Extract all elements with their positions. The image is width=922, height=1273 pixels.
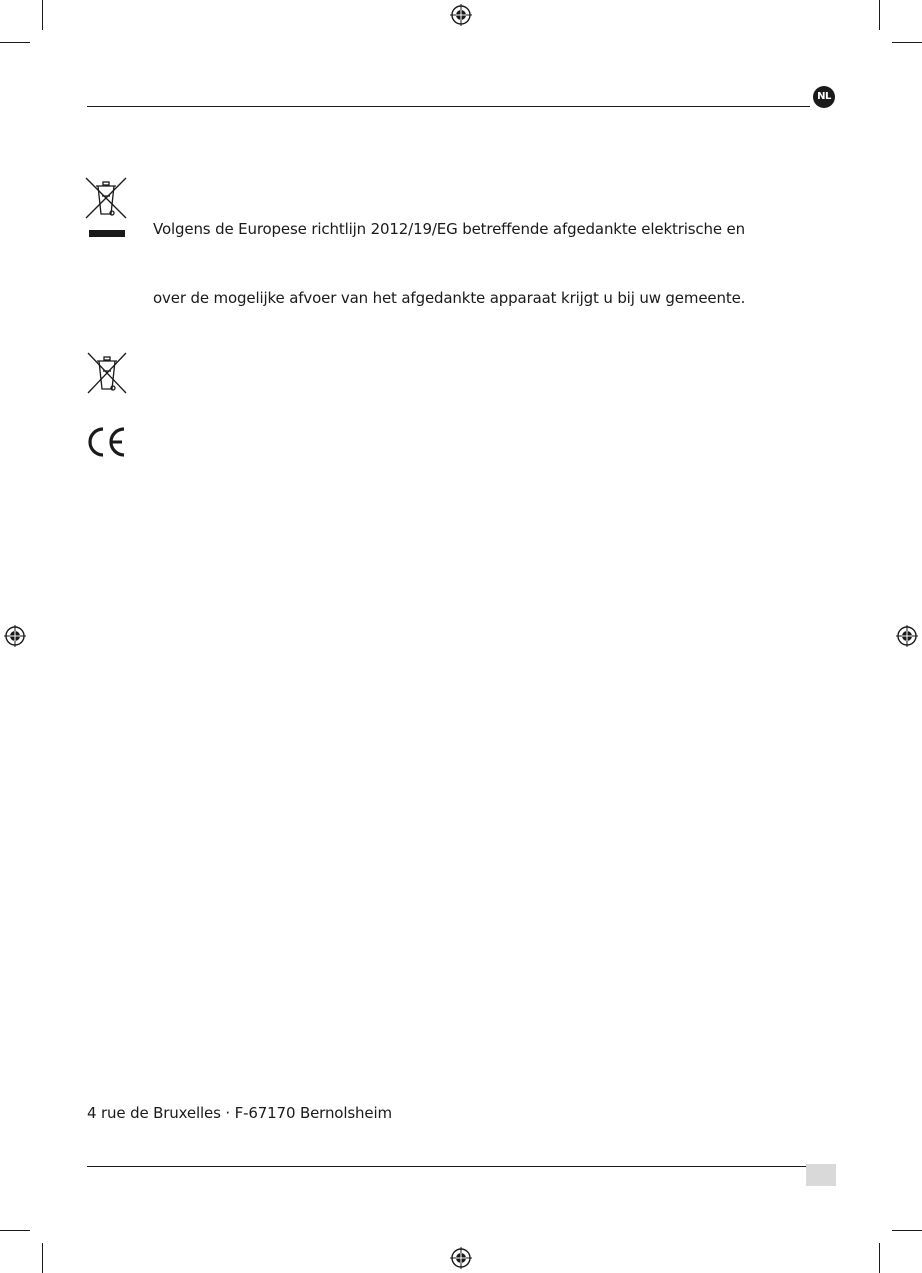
weee-paragraph-line-1: Volgens de Europese richtlijn 2012/19/EG betreffende afgedankte elektrische en [153,220,745,238]
footer-address: 4 rue de Bruxelles · F-67170 Bernolsheim [87,1104,392,1122]
registration-mark-icon [450,1247,472,1269]
weee-crossed-bin-icon [84,176,128,238]
crop-mark-top-right-h [892,42,922,43]
weee-paragraph-line-2: over de mogelijke afvoer van het afgedankte apparaat krijgt u bij uw gemeente. [153,289,746,307]
header-rule [87,106,810,107]
registration-mark-icon [4,625,26,647]
footer-rule [87,1166,810,1167]
ce-mark-icon [84,426,128,458]
crop-mark-top-right-v [879,0,880,30]
crop-mark-bottom-right-v [879,1243,880,1273]
crop-mark-bottom-left-v [42,1243,43,1273]
crop-mark-top-left-v [42,0,43,30]
registration-mark-icon [450,4,472,26]
registration-mark-icon [896,625,918,647]
crop-mark-bottom-left-h [0,1230,30,1231]
language-badge: NL [813,86,835,108]
crop-mark-bottom-right-h [892,1230,922,1231]
crop-mark-top-left-h [0,42,30,43]
weee-crossed-bin-icon [86,351,128,397]
page-number-box [806,1164,836,1186]
